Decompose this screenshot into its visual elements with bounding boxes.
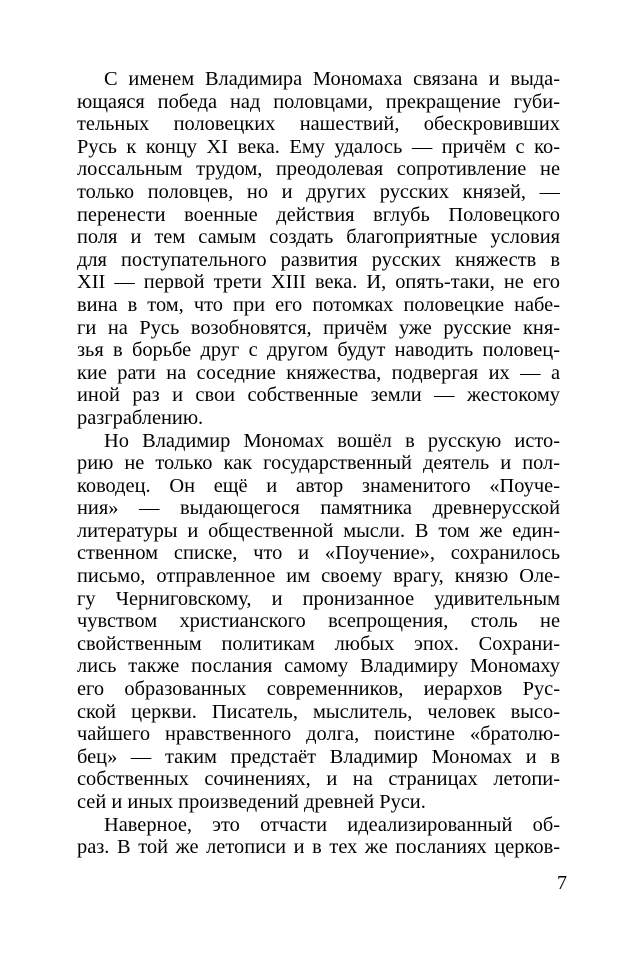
text-line: только половцев, но и других русских князей, — [77, 180, 560, 203]
text-line: литературы и общественной мысли. В том же един- [77, 519, 560, 542]
text-line: XII — первой трети XIII века. И, опять-таки, не его [77, 271, 560, 294]
text-line: чувством христианского всепрощения, столь не [77, 610, 560, 633]
text-line: ги на Русь возобновятся, причём уже русские кня- [77, 316, 560, 339]
text-line: ственном списке, что и «Поучение», сохранилось [77, 542, 560, 565]
text-line: вина в том, что при его потомках половецкие набе- [77, 293, 560, 316]
page-number: 7 [557, 872, 567, 894]
text-line: иной раз и свои собственные земли — жестокому [77, 384, 560, 407]
text-line: рию не только как государственный деятель и пол- [77, 452, 560, 475]
text-line: гу Черниговскому, и пронизанное удивительным [77, 587, 560, 610]
body-text [77, 68, 560, 859]
text-line: кие рати на соседние княжества, подвергая их — а [77, 361, 560, 384]
text-line: ния» — выдающегося памятника древнерусской [77, 497, 560, 520]
text-line: зья в борьбе друг с другом будут наводить половец- [77, 339, 560, 362]
text-line: чайшего нравственного долга, поистине «братолю- [77, 723, 560, 746]
text-line: поля и тем самым создать благоприятные условия [77, 226, 560, 249]
text-line: собственных сочинениях, и на страницах летопи- [77, 768, 560, 791]
text-line: тельных половецких нашествий, обескровивших [77, 113, 560, 136]
text-line: раз. В той же летописи и в тех же посланиях церков- [77, 836, 560, 859]
text-line: ющаяся победа над половцами, прекращение губи- [77, 90, 560, 113]
text-line: перенести военные действия вглубь Половецкого [77, 203, 560, 226]
text-line: ской церкви. Писатель, мыслитель, человек высо- [77, 700, 560, 723]
paragraph-1 [77, 68, 560, 430]
text-line: лись также послания самому Владимиру Мономаху [77, 655, 560, 678]
paragraph-3 [77, 814, 560, 859]
text-line: лоссальным трудом, преодолевая сопротивление не [77, 158, 560, 181]
text-line: Наверное, это отчасти идеализированный об- [104, 813, 560, 836]
text-line: бец» — таким предстаёт Владимир Мономах и в [77, 745, 560, 768]
text-line: письмо, отправленное им своему врагу, князю Оле- [77, 565, 560, 588]
text-line: для поступательного развития русских княжеств в [77, 248, 560, 271]
text-line: Русь к концу XI века. Ему удалось — причём с ко- [77, 135, 560, 158]
text-line: свойственным политикам любых эпох. Сохрани- [77, 632, 560, 655]
text-line: сей и иных произведений древней Руси. [77, 791, 426, 813]
text-line: разграблению. [77, 406, 204, 429]
text-line: Но Владимир Мономах вошёл в русскую исто- [104, 429, 560, 452]
text-line: его образованных современников, иерархов Рус- [77, 678, 560, 701]
text-line: С именем Владимира Мономаха связана и выда- [104, 68, 560, 90]
text-line: ководец. Он ещё и автор знаменитого «Поуче- [77, 474, 560, 497]
paragraph-2 [77, 430, 560, 814]
